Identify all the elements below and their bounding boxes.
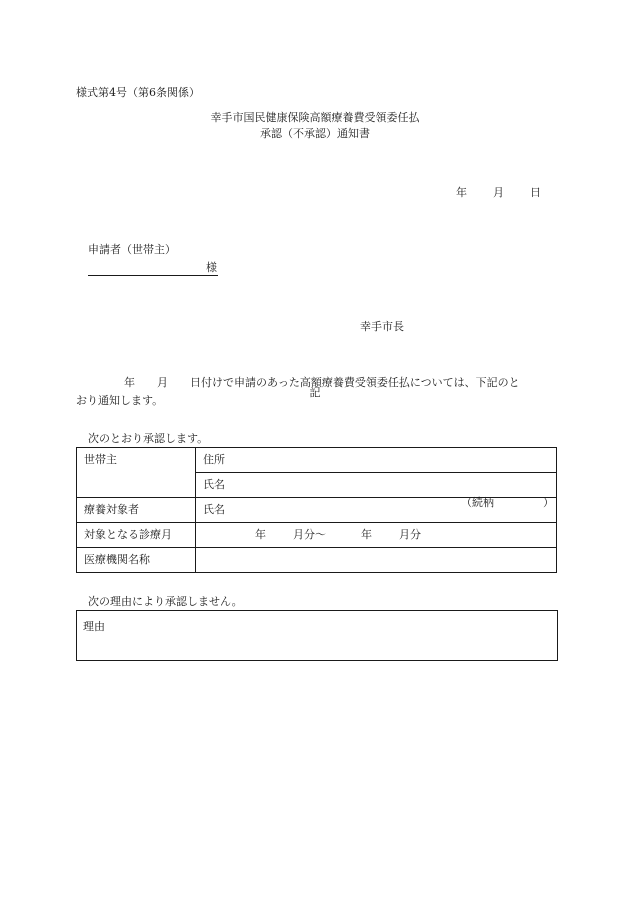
date-month: 月 bbox=[493, 186, 504, 199]
date-year: 年 bbox=[456, 186, 467, 199]
period-year2: 年 bbox=[361, 528, 372, 541]
household-head-label: 世帯主 bbox=[77, 448, 196, 498]
patient-label: 療養対象者 bbox=[77, 498, 196, 523]
applicant-label: 申請者（世帯主） bbox=[88, 243, 176, 256]
address-field[interactable] bbox=[196, 448, 557, 473]
period-label: 対象となる診療月 bbox=[77, 523, 196, 548]
issuer-mayor: 幸手市長 bbox=[360, 320, 404, 333]
name-field[interactable] bbox=[196, 473, 557, 498]
approval-table bbox=[76, 447, 557, 573]
institution-field[interactable] bbox=[196, 548, 557, 573]
reason-box[interactable] bbox=[76, 610, 558, 661]
relation-close: ） bbox=[543, 496, 554, 509]
relation-open: （続柄 bbox=[461, 496, 494, 509]
reason-label: 理由 bbox=[83, 620, 105, 633]
body-text-line2: おり通知します。 bbox=[76, 394, 164, 407]
document-title-line1: 幸手市国民健康保険高額療養費受領委任払 bbox=[210, 111, 420, 124]
form-number: 様式第4号（第6条関係） bbox=[76, 86, 200, 99]
address-label: 住所 bbox=[203, 453, 225, 466]
applicant-honorific: 様 bbox=[206, 261, 217, 274]
approval-heading: 次のとおり承認します。 bbox=[88, 432, 209, 445]
period-month2: 月分 bbox=[399, 528, 421, 541]
patient-name-label: 氏名 bbox=[203, 503, 225, 516]
date-day: 日 bbox=[530, 186, 541, 199]
rejection-heading: 次の理由により承認しません。 bbox=[88, 595, 243, 608]
document-title-line2: 承認（不承認）通知書 bbox=[260, 127, 370, 140]
period-field[interactable] bbox=[196, 523, 557, 548]
institution-label: 医療機関名称 bbox=[77, 548, 196, 573]
period-year1: 年 bbox=[255, 528, 266, 541]
name-label: 氏名 bbox=[203, 478, 225, 491]
applicant-name-line[interactable] bbox=[88, 262, 218, 276]
body-text-line1: 年 月 日付けで申請のあった高額療養費受領委任払については、下記のと bbox=[124, 376, 520, 389]
ki-marker: 記 bbox=[309, 386, 321, 399]
period-month1: 月分～ bbox=[293, 528, 326, 541]
issue-date bbox=[456, 186, 541, 200]
patient-name-field[interactable] bbox=[196, 498, 557, 523]
